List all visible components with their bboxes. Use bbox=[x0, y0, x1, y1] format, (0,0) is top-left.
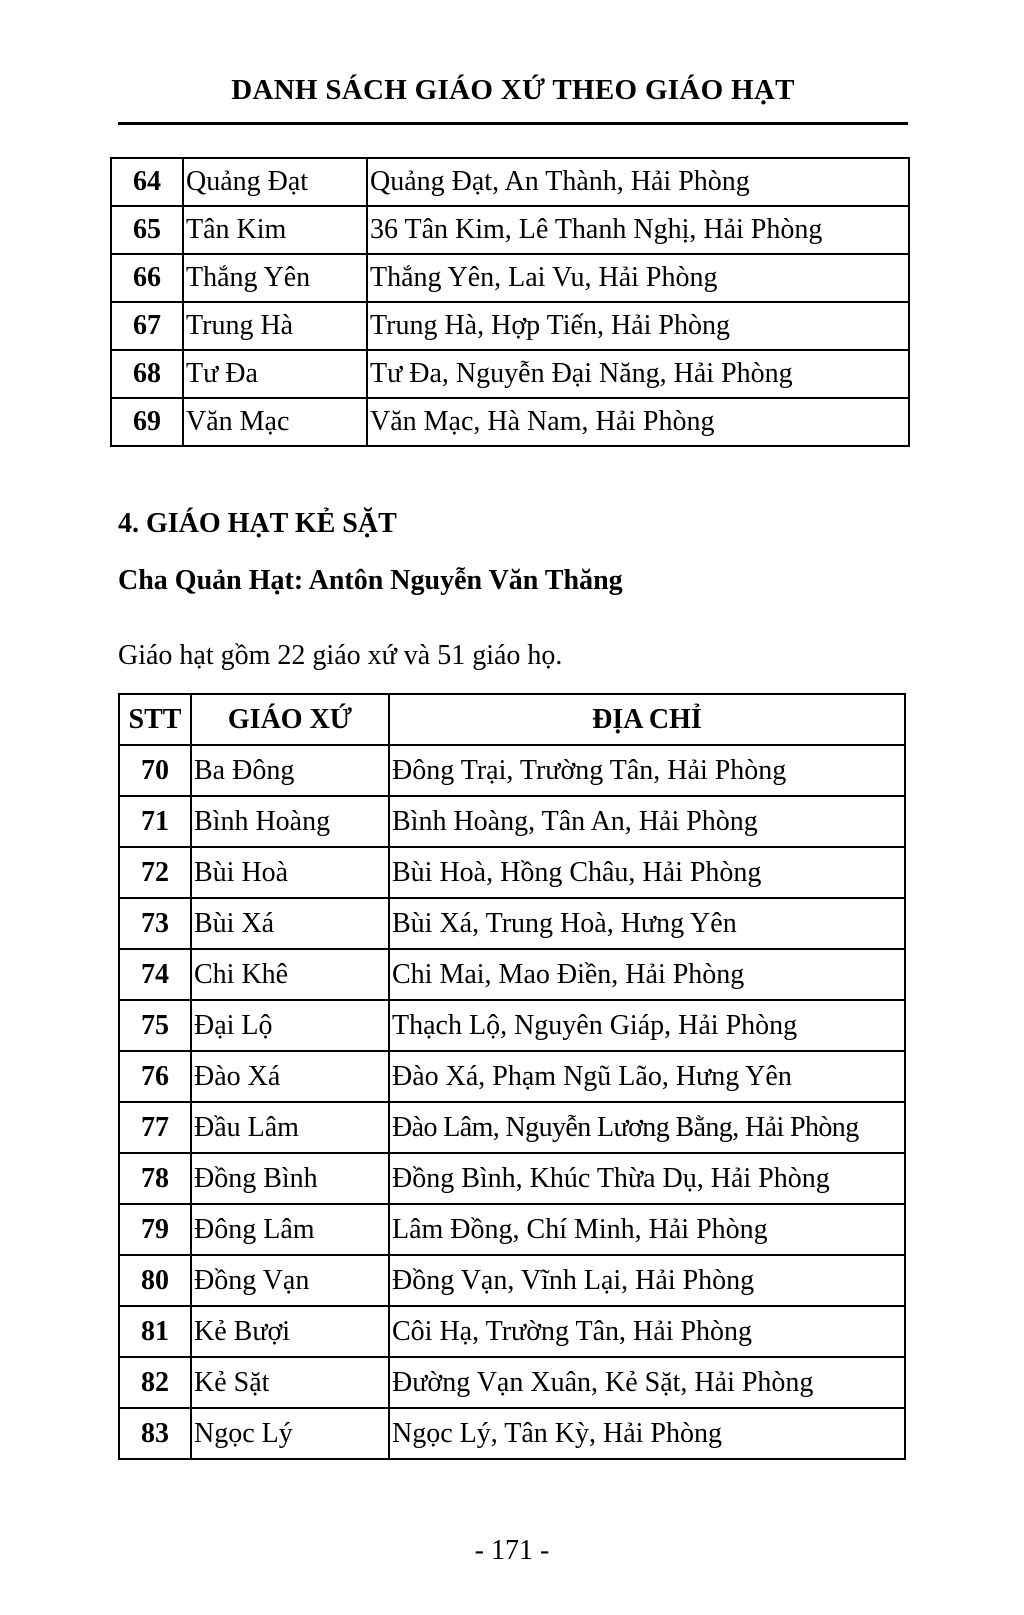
row-parish-name: Ngọc Lý bbox=[191, 1408, 389, 1459]
row-parish-name: Đông Lâm bbox=[191, 1204, 389, 1255]
row-stt: 69 bbox=[111, 398, 183, 446]
row-address: Bùi Hoà, Hồng Châu, Hải Phòng bbox=[389, 847, 905, 898]
header-stt: STT bbox=[119, 694, 191, 745]
row-address: Trung Hà, Hợp Tiến, Hải Phòng bbox=[367, 302, 909, 350]
row-parish-name: Đầu Lâm bbox=[191, 1102, 389, 1153]
table-row bbox=[111, 206, 909, 254]
table-row bbox=[119, 745, 905, 796]
row-parish-name: Chi Khê bbox=[191, 949, 389, 1000]
table-row bbox=[111, 302, 909, 350]
row-stt: 71 bbox=[119, 796, 191, 847]
row-parish-name: Đồng Bình bbox=[191, 1153, 389, 1204]
header-address: ĐỊA CHỈ bbox=[389, 694, 905, 745]
table-row bbox=[111, 350, 909, 398]
table-row bbox=[119, 847, 905, 898]
row-parish-name: Đại Lộ bbox=[191, 1000, 389, 1051]
table-row bbox=[111, 158, 909, 206]
table-row bbox=[119, 1051, 905, 1102]
row-stt: 78 bbox=[119, 1153, 191, 1204]
row-address: Chi Mai, Mao Điền, Hải Phòng bbox=[389, 949, 905, 1000]
row-parish-name: Văn Mạc bbox=[183, 398, 367, 446]
table-header-row bbox=[119, 694, 905, 745]
row-parish-name: Ba Đông bbox=[191, 745, 389, 796]
row-stt: 79 bbox=[119, 1204, 191, 1255]
table-row bbox=[119, 1204, 905, 1255]
row-address: Quảng Đạt, An Thành, Hải Phòng bbox=[367, 158, 909, 206]
row-parish-name: Quảng Đạt bbox=[183, 158, 367, 206]
row-address: Văn Mạc, Hà Nam, Hải Phòng bbox=[367, 398, 909, 446]
row-stt: 75 bbox=[119, 1000, 191, 1051]
row-stt: 74 bbox=[119, 949, 191, 1000]
table-row bbox=[119, 1408, 905, 1459]
table-row bbox=[119, 1255, 905, 1306]
row-stt: 66 bbox=[111, 254, 183, 302]
row-stt: 76 bbox=[119, 1051, 191, 1102]
row-address: Thạch Lộ, Nguyên Giáp, Hải Phòng bbox=[389, 1000, 905, 1051]
table-row bbox=[119, 1153, 905, 1204]
row-address: Tư Đa, Nguyễn Đại Năng, Hải Phòng bbox=[367, 350, 909, 398]
dean-line: Cha Quản Hạt: Antôn Nguyễn Văn Thăng bbox=[118, 565, 623, 596]
row-stt: 64 bbox=[111, 158, 183, 206]
row-stt: 68 bbox=[111, 350, 183, 398]
row-stt: 65 bbox=[111, 206, 183, 254]
row-parish-name: Tân Kim bbox=[183, 206, 367, 254]
row-address: Bùi Xá, Trung Hoà, Hưng Yên bbox=[389, 898, 905, 949]
row-address: Lâm Đồng, Chí Minh, Hải Phòng bbox=[389, 1204, 905, 1255]
row-parish-name: Tư Đa bbox=[183, 350, 367, 398]
row-address: Đào Xá, Phạm Ngũ Lão, Hưng Yên bbox=[389, 1051, 905, 1102]
header-rule bbox=[118, 122, 908, 125]
page-header-title: DANH SÁCH GIÁO XỨ THEO GIÁO HẠT bbox=[231, 74, 795, 106]
page-number: - 171 - bbox=[474, 1535, 550, 1566]
row-stt: 83 bbox=[119, 1408, 191, 1459]
row-address: Ngọc Lý, Tân Kỳ, Hải Phòng bbox=[389, 1408, 905, 1459]
row-parish-name: Kẻ Bượi bbox=[191, 1306, 389, 1357]
row-stt: 77 bbox=[119, 1102, 191, 1153]
section-title: 4. GIÁO HẠT KẺ SẶT bbox=[118, 508, 397, 539]
row-address: 36 Tân Kim, Lê Thanh Nghị, Hải Phòng bbox=[367, 206, 909, 254]
row-address: Côi Hạ, Trường Tân, Hải Phòng bbox=[389, 1306, 905, 1357]
row-parish-name: Đào Xá bbox=[191, 1051, 389, 1102]
table-row bbox=[111, 398, 909, 446]
table-row bbox=[119, 796, 905, 847]
row-parish-name: Đồng Vạn bbox=[191, 1255, 389, 1306]
row-address: Đồng Vạn, Vĩnh Lại, Hải Phòng bbox=[389, 1255, 905, 1306]
row-address: Đông Trại, Trường Tân, Hải Phòng bbox=[389, 745, 905, 796]
row-parish-name: Trung Hà bbox=[183, 302, 367, 350]
parish-table bbox=[118, 693, 906, 1460]
row-stt: 82 bbox=[119, 1357, 191, 1408]
row-address: Đồng Bình, Khúc Thừa Dụ, Hải Phòng bbox=[389, 1153, 905, 1204]
row-stt: 72 bbox=[119, 847, 191, 898]
row-stt: 67 bbox=[111, 302, 183, 350]
table-row bbox=[119, 1357, 905, 1408]
header-parish: GIÁO XỨ bbox=[191, 694, 389, 745]
row-parish-name: Bùi Hoà bbox=[191, 847, 389, 898]
row-parish-name: Bùi Xá bbox=[191, 898, 389, 949]
row-stt: 70 bbox=[119, 745, 191, 796]
row-address: Đào Lâm, Nguyễn Lương Bằng, Hải Phòng bbox=[389, 1102, 905, 1153]
row-parish-name: Bình Hoàng bbox=[191, 796, 389, 847]
table-row bbox=[119, 1306, 905, 1357]
row-address: Đường Vạn Xuân, Kẻ Sặt, Hải Phòng bbox=[389, 1357, 905, 1408]
row-stt: 81 bbox=[119, 1306, 191, 1357]
row-parish-name: Kẻ Sặt bbox=[191, 1357, 389, 1408]
table-row bbox=[119, 949, 905, 1000]
parish-table-continued bbox=[110, 157, 910, 447]
table-row bbox=[119, 1102, 905, 1153]
row-stt: 80 bbox=[119, 1255, 191, 1306]
row-stt: 73 bbox=[119, 898, 191, 949]
table-row bbox=[119, 1000, 905, 1051]
row-parish-name: Thắng Yên bbox=[183, 254, 367, 302]
row-address: Bình Hoàng, Tân An, Hải Phòng bbox=[389, 796, 905, 847]
table-row bbox=[111, 254, 909, 302]
table-row bbox=[119, 898, 905, 949]
row-address: Thắng Yên, Lai Vu, Hải Phòng bbox=[367, 254, 909, 302]
section-intro: Giáo hạt gồm 22 giáo xứ và 51 giáo họ. bbox=[118, 640, 563, 671]
